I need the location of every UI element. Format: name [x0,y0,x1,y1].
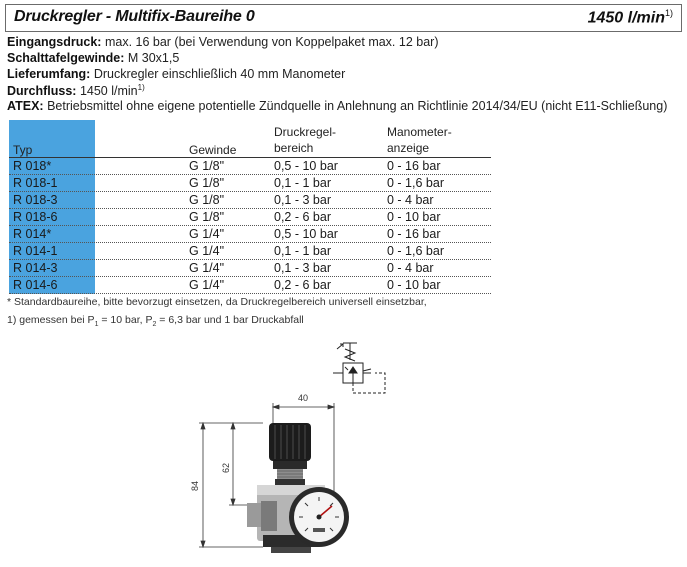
cell-typ: R 018-6 [13,210,58,224]
cell-anzeige: 0 - 16 bar [387,227,441,241]
dimension-height-total [199,423,263,547]
spec-footnote-ref: 1) [137,83,145,92]
cell-typ: R 014* [13,227,52,241]
title-bar [5,4,682,32]
product-drawing [185,335,415,560]
header-anzeige-2: anzeige [387,141,430,155]
spec-value: Druckregler einschließlich 40 mm Manometer [93,67,346,81]
footnote-standard: * Standardbaureihe, bitte bevorzugt einsetzen, da Druckregelbereich universell einsetzbar, [7,296,427,308]
spec-label: Eingangsdruck: [7,35,102,49]
header-anzeige-1: Manometer- [387,125,452,139]
spec-label: Durchfluss: [7,84,77,99]
spec-panel-thread [7,51,179,65]
footnote-sub: 2 [152,321,157,329]
header-gewinde: Gewinde [189,143,237,157]
product-table [9,120,491,294]
page-title: Druckregler - Multifix-Baureihe 0 [14,8,255,25]
cell-bereich: 0,5 - 10 bar [274,159,338,173]
cell-anzeige: 0 - 4 bar [387,261,434,275]
cell-anzeige: 0 - 1,6 bar [387,176,444,190]
table-row [9,277,491,293]
flow-value: 1450 l/min [587,9,665,27]
footnote-text: = 10 bar, P [98,314,153,326]
flow-rate [588,8,673,27]
cell-gewinde: G 1/4" [189,278,225,292]
cell-bereich: 0,2 - 6 bar [274,278,331,292]
cell-anzeige: 0 - 1,6 bar [387,244,444,258]
footnote-measurement [7,314,304,328]
table-row [9,209,491,225]
cell-gewinde: G 1/4" [189,244,225,258]
cell-anzeige: 0 - 4 bar [387,193,434,207]
table-row [9,192,491,208]
spec-flow [7,83,145,98]
cell-anzeige: 0 - 10 bar [387,278,441,292]
footnote-sub: 1 [94,321,99,329]
spec-inlet-pressure [7,35,439,49]
spec-label: Lieferumfang: [7,67,91,81]
cell-typ: R 018-3 [13,193,58,207]
cell-typ: R 014-1 [13,244,58,258]
spec-label: Schalttafelgewinde: [7,51,125,65]
spec-value: Betriebsmittel ohne eigene potentielle Zündquelle in Anlehnung an Richtlinie 2014/34/EU (nicht E11-Schließung) [47,99,668,113]
cell-typ: R 014-6 [13,278,58,292]
dim-height-total-label: 84 [190,480,200,491]
cell-gewinde: G 1/8" [189,176,225,190]
footnote-text: 1) gemessen bei P [7,314,95,326]
header-bereich-1: Druckregel- [274,125,337,139]
table-row [9,226,491,242]
cell-typ: R 018-1 [13,176,58,190]
cell-anzeige: 0 - 10 bar [387,210,441,224]
cell-gewinde: G 1/8" [189,159,225,173]
table-row [9,260,491,276]
table-row [9,243,491,259]
cell-gewinde: G 1/4" [189,227,225,241]
cell-bereich: 0,1 - 1 bar [274,244,331,258]
pneumatic-symbol-icon [333,343,385,393]
spec-atex [7,99,667,113]
spec-label: ATEX: [7,99,44,113]
cell-gewinde: G 1/8" [189,193,225,207]
cell-bereich: 0,1 - 3 bar [274,261,331,275]
spec-scope-of-delivery [7,67,345,81]
cell-bereich: 0,2 - 6 bar [274,210,331,224]
cell-anzeige: 0 - 16 bar [387,159,441,173]
flow-footnote-ref: 1) [664,8,673,18]
spec-value: M 30x1,5 [127,51,180,65]
row-divider [9,293,491,294]
table-row [9,175,491,191]
cell-typ: R 018* [13,159,52,173]
cell-bereich: 0,1 - 1 bar [274,176,331,190]
spec-value: 1450 l/min [79,84,138,99]
header-typ: Typ [13,143,33,157]
cell-typ: R 014-3 [13,261,58,275]
spec-value: max. 16 bar (bei Verwendung von Koppelpaket max. 12 bar) [104,35,439,49]
cell-gewinde: G 1/4" [189,261,225,275]
dim-width-label: 40 [298,393,309,403]
regulator-knob-icon [269,423,311,485]
pressure-gauge-icon [289,487,349,547]
table-row [9,158,491,174]
cell-bereich: 0,1 - 3 bar [274,193,331,207]
header-bereich-2: bereich [274,141,314,155]
cell-bereich: 0,5 - 10 bar [274,227,338,241]
footnote-text: = 6,3 bar und 1 bar Druckabfall [156,314,304,326]
cell-gewinde: G 1/8" [189,210,225,224]
dim-height-body-label: 62 [221,462,231,473]
